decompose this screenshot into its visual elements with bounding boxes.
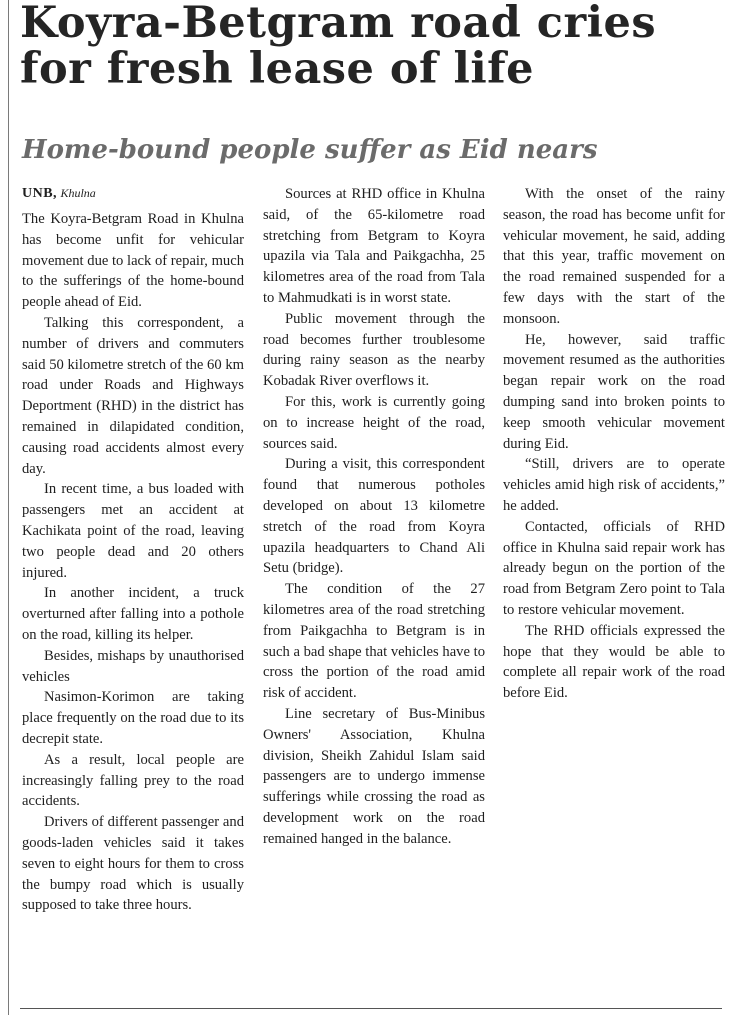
paragraph: The Koyra-Betgram Road in Khulna has become unfit for vehicular movement due to lack of repair, much to the sufferings of the home-bound people ahead of Eid. xyxy=(22,211,244,311)
left-column-rule xyxy=(8,0,9,1015)
byline-agency: UNB, xyxy=(22,186,58,201)
article-column-3 xyxy=(503,184,725,704)
paragraph: Public movement through the road becomes further troublesome during rainy season as the nearby Kobadak River overflows it. xyxy=(263,310,485,390)
paragraph: As a result, local people are increasingly falling prey to the road accidents. xyxy=(22,751,244,810)
paragraph: With the onset of the rainy season, the road has become unfit for vehicular movement, he said, adding that this year, traffic movement on the road remained suspended for a few days with the start of the monsoon. xyxy=(503,186,725,327)
article-column-1 xyxy=(22,184,244,916)
headline-line-2: for fresh lease of life xyxy=(20,44,535,94)
paragraph: For this, work is currently going on to increase height of the road, sources said. xyxy=(263,393,485,452)
byline xyxy=(22,184,244,203)
headline xyxy=(20,0,726,92)
paragraph: Contacted, officials of RHD office in Khulna said repair work has already begun on the portion of the road from Betgram Zero point to Tala to restore vehicular movement. xyxy=(503,518,725,618)
paragraph: During a visit, this correspondent found that numerous potholes developed on about 13 kilometre stretch of the road from Koyra upazila headquarters to Chand Ali Setu (bridge). xyxy=(263,456,485,577)
paragraph: Sources at RHD office in Khulna said, of the 65-kilometre road stretching from Betgram to Koyra upazila via Tala and Paikgachha, 25 kilometres area of the road from Tala to Mahmudkati is in worst state. xyxy=(263,186,485,306)
paragraph: He, however, said traffic movement resumed as the authorities began repair work on the road dumping sand into broken points to keep smooth vehicular movement during Eid. xyxy=(503,331,725,452)
paragraph: “Still, drivers are to operate vehicles amid high risk of accidents,” he added. xyxy=(503,456,725,514)
bottom-rule xyxy=(20,1008,722,1009)
paragraph: The RHD officials expressed the hope that they would be able to complete all repair work of the road before Eid. xyxy=(503,622,725,702)
paragraph: In another incident, a truck overturned after falling into a pothole on the road, killing its helper. xyxy=(22,585,244,643)
subheadline: Home-bound people suffer as Eid nears xyxy=(22,135,598,165)
paragraph: Besides, mishaps by unauthorised vehicles xyxy=(22,647,244,685)
paragraph: Nasimon-Korimon are taking place frequently on the road due to its decrepit state. xyxy=(22,689,244,747)
paragraph: In recent time, a bus loaded with passengers met an accident at Kachikata point of the road, leaving two people dead and 20 others injured. xyxy=(22,481,244,581)
article-column-2 xyxy=(263,184,485,850)
paragraph: Line secretary of Bus-Minibus Owners' Association, Khulna division, Sheikh Zahidul Islam said passengers are to undergo immense sufferings while crossing the road as development work on the road remained hanged in the balance. xyxy=(263,705,485,847)
paragraph: The condition of the 27 kilometres area of the road stretching from Paikgachha to Betgram is in such a bad shape that vehicles have to cross the portion of the road amid risk of accident. xyxy=(263,581,485,702)
paragraph: Drivers of different passenger and goods-laden vehicles said it takes seven to eight hours for them to cross the bumpy road which is usually supposed to take three hours. xyxy=(22,814,244,914)
headline-line-1: Koyra-Betgram road cries xyxy=(20,0,657,48)
paragraph: Talking this correspondent, a number of drivers and commuters said 50 kilometre stretch of the 60 km road under Roads and Highways Deportment (RHD) in the district has remained in dilapidated condition, causing road accidents almost every day. xyxy=(22,314,244,477)
byline-location: Khulna xyxy=(60,186,96,200)
